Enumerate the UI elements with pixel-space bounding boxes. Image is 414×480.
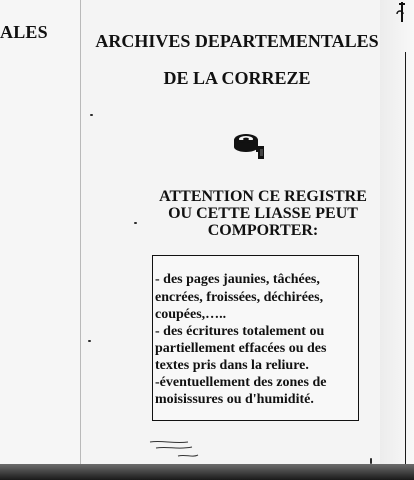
warning-line: -éventuellement des zones de [155,375,327,390]
scan-bottom-shadow [0,464,414,480]
warning-line: coupées,….. [155,307,227,322]
warning-line: partiellement effacées ou des [155,341,327,356]
archive-title: ARCHIVES DEPARTEMENTALES [95,31,379,51]
attention-line-1: ATTENTION CE REGISTRE [159,188,367,205]
warning-line: moisissures ou d'humidité. [155,392,314,407]
warning-line: textes pris dans la reliure. [155,358,309,373]
scan-speck [90,114,93,116]
department-title: DE LA CORREZE [163,68,311,88]
scan-speck [88,340,91,342]
attention-line-3: COMPORTER: [207,222,319,239]
warning-line: - des pages jaunies, tâchées, [155,272,320,287]
page-edge-line [405,52,406,472]
page-right-edge [380,0,414,480]
corner-mark-icon [390,0,412,26]
previous-page-title-fragment: ALES [0,22,48,42]
warning-line: - des écritures totalement ou [155,324,325,339]
previous-page-strip [0,0,81,480]
pen-scribble-icon [148,436,200,462]
attention-line-2: OU CETTE LIASSE PEUT [168,205,358,222]
film-reel-icon [230,130,270,162]
scan-speck [134,222,137,224]
warning-line: encrées, froissées, déchirées, [155,290,324,305]
